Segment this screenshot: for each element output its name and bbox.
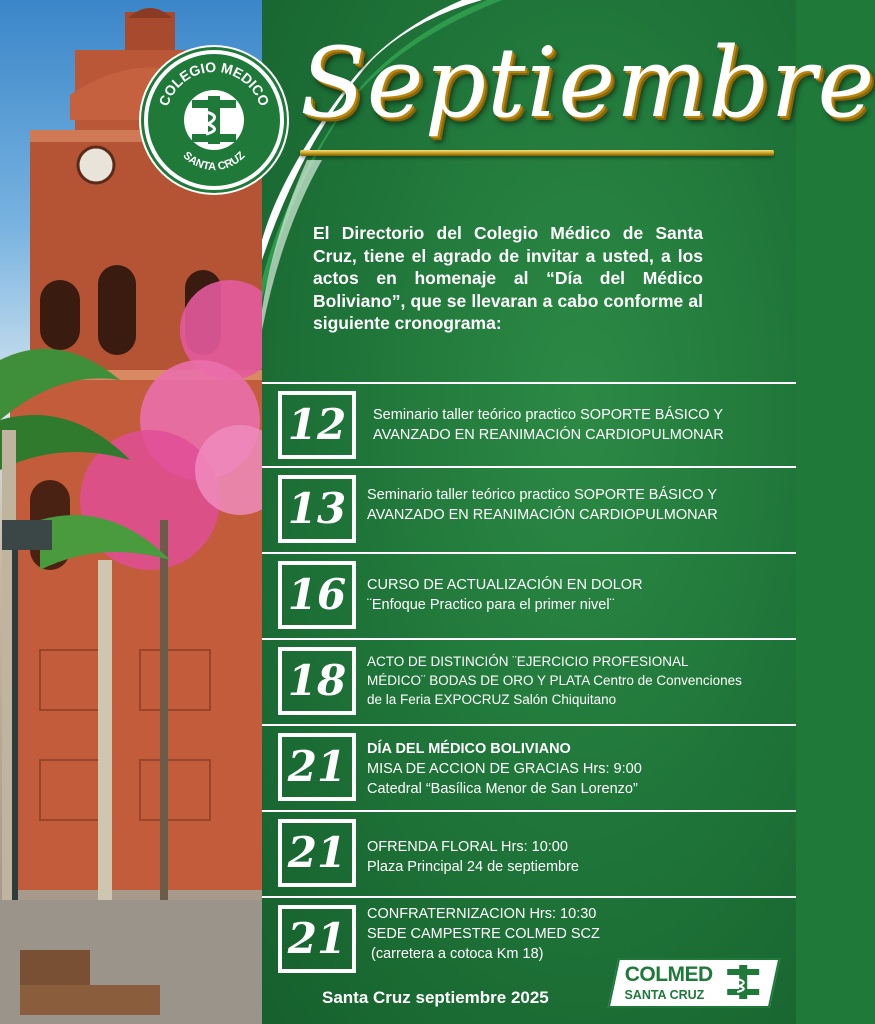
event-day: 12 — [278, 391, 356, 459]
divider — [262, 382, 796, 384]
event-line: Seminario taller teórico practico SOPORTE BÁSICO Y — [373, 407, 724, 423]
brand-sub: SANTA CRUZ — [624, 988, 705, 1002]
colmed-brand-logo — [608, 958, 781, 1008]
event-item — [278, 729, 778, 807]
event-heading: DÍA DEL MÉDICO BOLIVIANO — [367, 741, 571, 757]
event-day: 21 — [278, 733, 356, 801]
event-description — [373, 405, 724, 445]
event-line: Seminario taller teórico practico SOPORTE BÁSICO Y — [367, 487, 718, 503]
event-line: OFRENDA FLORAL Hrs: 10:00 — [367, 839, 568, 855]
divider — [262, 638, 796, 640]
page-title: Septiembre — [300, 27, 875, 139]
event-line: CURSO DE ACTUALIZACIÓN EN DOLOR — [367, 577, 643, 593]
event-description — [367, 652, 742, 709]
divider — [262, 724, 796, 726]
divider — [262, 552, 796, 554]
event-line: SEDE CAMPESTRE COLMED SCZ — [367, 926, 600, 942]
logo-top-text: COLEGIO MEDICO — [155, 58, 273, 109]
event-day: 18 — [278, 647, 356, 715]
intro-paragraph: El Directorio del Colegio Médico de Santa Cruz, tiene el agrado de invitar a usted, a los actos en homenaje al “Día del Médico Boliviano”, que se llevaran a cabo conforme al siguiente cronograma: — [313, 223, 703, 333]
event-day: 21 — [278, 905, 356, 973]
event-item — [278, 471, 778, 549]
event-line: CONFRATERNIZACION Hrs: 10:30 — [367, 906, 597, 922]
title-underline — [300, 150, 774, 156]
event-description — [367, 575, 643, 615]
event-line: de la Feria EXPOCRUZ Salón Chiquitano — [367, 692, 617, 707]
event-line: ¨Enfoque Practico para el primer nivel¨ — [367, 597, 615, 613]
divider — [262, 896, 796, 898]
event-description — [367, 904, 600, 964]
colegio-medico-logo — [144, 50, 284, 190]
event-line: MÉDICO¨ BODAS DE ORO Y PLATA Centro de Convenciones — [367, 673, 742, 688]
event-day: 21 — [278, 819, 356, 887]
event-item — [278, 557, 778, 635]
event-line: ACTO DE DISTINCIÓN ¨EJERCICIO PROFESIONAL — [367, 654, 689, 669]
brand-name: COLMED — [624, 963, 713, 986]
event-line: AVANZADO EN REANIMACIÓN CARDIOPULMONAR — [373, 427, 724, 443]
svg-text:SANTA CRUZ — [181, 149, 248, 173]
event-item — [278, 643, 778, 721]
event-line: Plaza Principal 24 de septiembre — [367, 859, 579, 875]
divider — [262, 810, 796, 812]
event-day: 16 — [278, 561, 356, 629]
event-line: Catedral “Basílica Menor de San Lorenzo” — [367, 781, 638, 797]
event-line: (carretera a cotoca Km 18) — [367, 946, 544, 962]
event-description — [367, 837, 579, 877]
event-line: AVANZADO EN REANIMACIÓN CARDIOPULMONAR — [367, 507, 718, 523]
medical-caduceus-icon — [727, 965, 759, 999]
logo-bottom-text: SANTA CRUZ — [180, 149, 248, 174]
footer-text: Santa Cruz septiembre 2025 — [322, 988, 549, 1007]
event-item — [278, 387, 778, 465]
event-line: MISA DE ACCION DE GRACIAS Hrs: 9:00 — [367, 761, 642, 777]
event-description — [367, 485, 718, 525]
event-day: 13 — [278, 475, 356, 543]
divider — [262, 466, 796, 468]
event-description — [367, 739, 642, 799]
event-item — [278, 815, 778, 893]
